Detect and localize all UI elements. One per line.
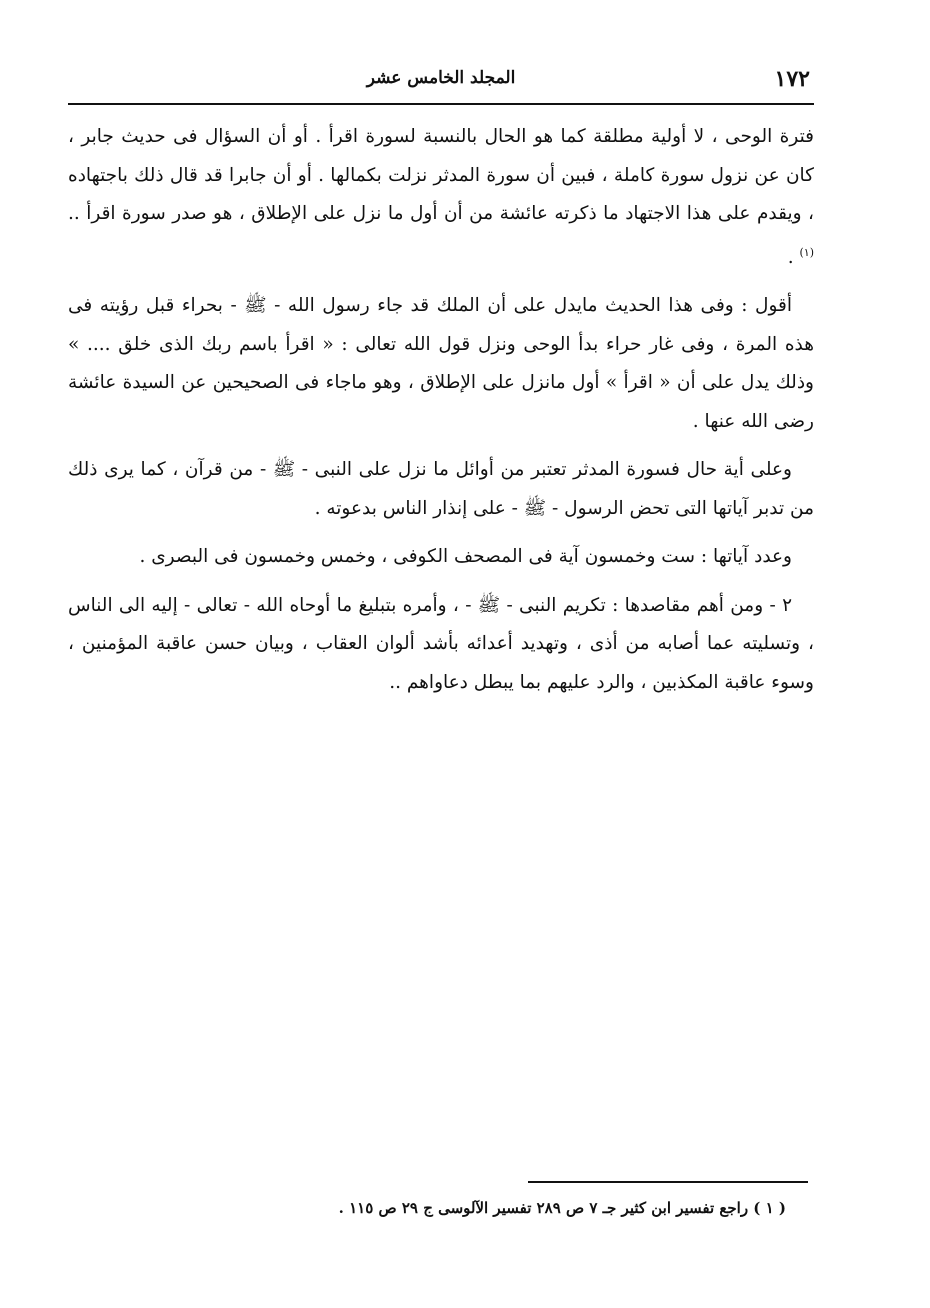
- footnote: ( ١ ) راجع تفسير ابن كثير جـ ٧ ص ٢٨٩ تفسير الآلوسى ج ٢٩ ص ١١٥ .: [338, 1199, 786, 1217]
- footnote-reference: (١): [799, 245, 814, 259]
- paragraph-5: ٢ - ومن أهم مقاصدها : تكريم النبى - ﷺ - ، وأمره بتبليغ ما أوحاه الله - تعالى - إليه الى الناس ، وتسليته عما أصابه من أذى ، وتهديد أعدائه بأشد ألوان العقاب ، وبيان حسن عاقبة المؤمنين ، وسوء عاقبة المكذبين ، والرد عليهم بما يبطل دعاواهم ..: [68, 594, 814, 693]
- paragraph-1: [68, 118, 814, 277]
- footnote-rule: [528, 1181, 808, 1183]
- paragraph-2: أقول : وفى هذا الحديث مايدل على أن الملك قد جاء رسول الله - ﷺ - بحراء قبل رؤيته فى هذه المرة ، وفى غار حراء بدأ الوحى ونزل قول الله تعالى : « اقرأ باسم ربك الذى خلق .... » وذلك يدل على أن « اقرأ » أول مانزل على الإطلاق ، وهو ماجاء فى الصحيحين عن السيدة عائشة رضى الله عنها .: [68, 295, 814, 432]
- page-number: ١٧٢: [774, 66, 810, 92]
- main-text: [68, 118, 814, 712]
- paragraph-3: وعلى أية حال فسورة المدثر تعتبر من أوائل ما نزل على النبى - ﷺ - من قرآن ، كما يرى ذلك من تدبر آياتها التى تحض الرسول - ﷺ - على إنذار الناس بدعوته .: [68, 459, 814, 519]
- paragraph-1-end: .: [787, 246, 800, 268]
- paragraph-1-text: فترة الوحى ، لا أولية مطلقة كما هو الحال بالنسبة لسورة اقرأ . أو أن السؤال فى حديث جابر ، كان عن نزول سورة كاملة ، فبين أن سورة المدثر نزلت بكمالها . أو أن جابرا قد قال ذلك باجتهاده ، ويقدم على هذا الاجتهاد ما ذكرته عائشة من أن أول ما نزل على الإطلاق ، هو صدر سورة اقرأ ..: [68, 126, 814, 224]
- header-rule: [68, 103, 814, 105]
- running-title: المجلد الخامس عشر: [366, 68, 516, 88]
- paragraph-4: وعدد آياتها : ست وخمسون آية فى المصحف الكوفى ، وخمس وخمسون فى البصرى .: [139, 546, 792, 568]
- page-header: [68, 64, 814, 98]
